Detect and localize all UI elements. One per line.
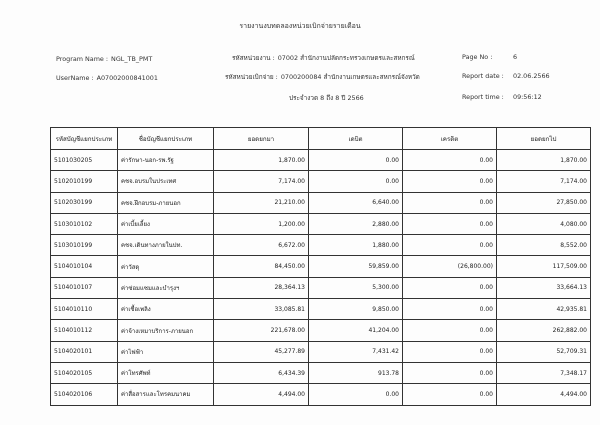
cell-account-name: ค่าวัสดุ xyxy=(118,256,214,277)
cell-brought-forward: 1,200.00 xyxy=(214,213,309,234)
cell-account-name: ค่าซ่อมแซมและบำรุงฯ xyxy=(118,277,214,298)
time-value: 09:56:12 xyxy=(513,93,542,101)
cell-account-code: 5104020105 xyxy=(51,362,118,383)
cell-debit: 6,640.00 xyxy=(309,192,403,213)
trial-balance-table xyxy=(50,127,591,406)
table-row xyxy=(51,320,591,341)
cell-account-name: ค่าจ้างเหมาบริการ-ภายนอก xyxy=(118,320,214,341)
cell-debit: 1,880.00 xyxy=(309,235,403,256)
cell-credit: 0.00 xyxy=(403,171,497,192)
cell-debit: 7,431.42 xyxy=(309,341,403,362)
cell-account-code: 5104010112 xyxy=(51,320,118,341)
cell-carried-forward: 7,348.17 xyxy=(497,362,591,383)
cell-account-code: 5103010199 xyxy=(51,235,118,256)
cell-account-name: ค่าโทรศัพท์ xyxy=(118,362,214,383)
report-time xyxy=(462,93,542,101)
cell-brought-forward: 84,450.00 xyxy=(214,256,309,277)
cell-brought-forward: 28,364.13 xyxy=(214,277,309,298)
cell-credit: 0.00 xyxy=(403,320,497,341)
program-label: Program Name : xyxy=(56,55,109,63)
page-label: Page No : xyxy=(462,53,493,61)
header-credit: เครดิต xyxy=(403,128,497,150)
cell-brought-forward: 1,870.00 xyxy=(214,150,309,171)
cell-carried-forward: 42,935.81 xyxy=(497,299,591,320)
disburse-label: รหัสหน่วยเบิกจ่าย : xyxy=(225,73,278,81)
cell-account-name: ค่าเบี้ยเลี้ยง xyxy=(118,213,214,234)
program-value: NGL_TB_PMT xyxy=(111,55,153,63)
disburse-value: 0700200084 สำนักงานเกษตรและสหกรณ์จังหวัด xyxy=(280,73,420,81)
report-title: รายงานงบทดลองหน่วยเบิกจ่ายรายเดือน xyxy=(239,22,361,30)
cell-brought-forward: 6,434.39 xyxy=(214,362,309,383)
table-row xyxy=(51,341,591,362)
cell-brought-forward: 6,672.00 xyxy=(214,235,309,256)
user-name xyxy=(56,74,158,82)
cell-account-name: ค่าเชื้อเพลิง xyxy=(118,299,214,320)
date-label: Report date : xyxy=(462,72,504,80)
cell-debit: 913.78 xyxy=(309,362,403,383)
agency-value: 07002 สำนักงานปลัดกระทรวงเกษตรและสหกรณ์ xyxy=(277,54,415,62)
table-row xyxy=(51,192,591,213)
cell-brought-forward: 21,210.00 xyxy=(214,192,309,213)
table-row xyxy=(51,235,591,256)
cell-account-code: 5104010110 xyxy=(51,299,118,320)
cell-carried-forward: 117,509.00 xyxy=(497,256,591,277)
table-header-row xyxy=(51,128,591,150)
cell-credit: (26,800.00) xyxy=(403,256,497,277)
report-date xyxy=(462,72,550,80)
cell-account-code: 5101030205 xyxy=(51,150,118,171)
table-row xyxy=(51,213,591,234)
cell-debit: 41,204.00 xyxy=(309,320,403,341)
header-carried-forward: ยอดยกไป xyxy=(497,128,591,150)
cell-credit: 0.00 xyxy=(403,213,497,234)
cell-brought-forward: 7,174.00 xyxy=(214,171,309,192)
cell-account-name: คชจ.เดินทางภายในปท. xyxy=(118,235,214,256)
cell-brought-forward: 45,277.89 xyxy=(214,341,309,362)
cell-debit: 9,850.00 xyxy=(309,299,403,320)
cell-carried-forward: 8,552.00 xyxy=(497,235,591,256)
cell-account-name: คชจ.ฝึกอบรม-ภายนอก xyxy=(118,192,214,213)
cell-account-code: 5104020106 xyxy=(51,384,118,405)
program-name xyxy=(56,55,152,63)
cell-credit: 0.00 xyxy=(403,299,497,320)
header-account-name: ชื่อบัญชีแยกประเภท xyxy=(118,128,214,150)
page-number xyxy=(462,53,517,61)
cell-carried-forward: 4,494.00 xyxy=(497,384,591,405)
header-account-code: รหัสบัญชีแยกประเภท xyxy=(51,128,118,150)
cell-carried-forward: 1,870.00 xyxy=(497,150,591,171)
cell-credit: 0.00 xyxy=(403,192,497,213)
cell-account-code: 5102010199 xyxy=(51,171,118,192)
cell-brought-forward: 221,678.00 xyxy=(214,320,309,341)
user-value: A07002000841001 xyxy=(96,74,158,82)
table-row xyxy=(51,384,591,405)
cell-carried-forward: 262,882.00 xyxy=(497,320,591,341)
table-row xyxy=(51,299,591,320)
cell-account-code: 5104010104 xyxy=(51,256,118,277)
cell-account-code: 5104010107 xyxy=(51,277,118,298)
cell-credit: 0.00 xyxy=(403,362,497,383)
header-brought-forward: ยอดยกมา xyxy=(214,128,309,150)
cell-carried-forward: 33,664.13 xyxy=(497,277,591,298)
cell-carried-forward: 4,080.00 xyxy=(497,213,591,234)
cell-credit: 0.00 xyxy=(403,277,497,298)
cell-credit: 0.00 xyxy=(403,384,497,405)
cell-account-name: ค่าสื่อสารและโทรคมนาคม xyxy=(118,384,214,405)
cell-brought-forward: 33,085.81 xyxy=(214,299,309,320)
date-value: 02.06.2566 xyxy=(513,72,550,80)
cell-account-name: คชจ.อบรมในประเทศ xyxy=(118,171,214,192)
header-debit: เดบิต xyxy=(309,128,403,150)
cell-debit: 5,300.00 xyxy=(309,277,403,298)
cell-credit: 0.00 xyxy=(403,341,497,362)
cell-credit: 0.00 xyxy=(403,235,497,256)
cell-account-code: 5102030199 xyxy=(51,192,118,213)
cell-brought-forward: 4,494.00 xyxy=(214,384,309,405)
disbursing-unit xyxy=(225,72,420,82)
page-value: 6 xyxy=(513,53,518,61)
cell-carried-forward: 52,709.31 xyxy=(497,341,591,362)
period-text: ประจำงวด 8 ถึง 8 ปี 2566 xyxy=(289,94,364,102)
agency-label: รหัสหน่วยงาน : xyxy=(232,54,275,62)
cell-account-name: ค่าไฟฟ้า xyxy=(118,341,214,362)
table-row xyxy=(51,277,591,298)
table-row xyxy=(51,256,591,277)
cell-debit: 0.00 xyxy=(309,150,403,171)
cell-carried-forward: 7,174.00 xyxy=(497,171,591,192)
table-row xyxy=(51,362,591,383)
table-row xyxy=(51,171,591,192)
table-row xyxy=(51,150,591,171)
user-label: UserName : xyxy=(56,74,94,82)
cell-credit: 0.00 xyxy=(403,150,497,171)
cell-account-code: 5103010102 xyxy=(51,213,118,234)
cell-carried-forward: 27,850.00 xyxy=(497,192,591,213)
cell-account-code: 5104020101 xyxy=(51,341,118,362)
cell-debit: 0.00 xyxy=(309,171,403,192)
cell-debit: 59,859.00 xyxy=(309,256,403,277)
cell-debit: 2,880.00 xyxy=(309,213,403,234)
cell-account-name: ค่ารักษา-นอก-รพ.รัฐ xyxy=(118,150,214,171)
cell-debit: 0.00 xyxy=(309,384,403,405)
agency-code xyxy=(232,53,415,63)
time-label: Report time : xyxy=(462,93,504,101)
